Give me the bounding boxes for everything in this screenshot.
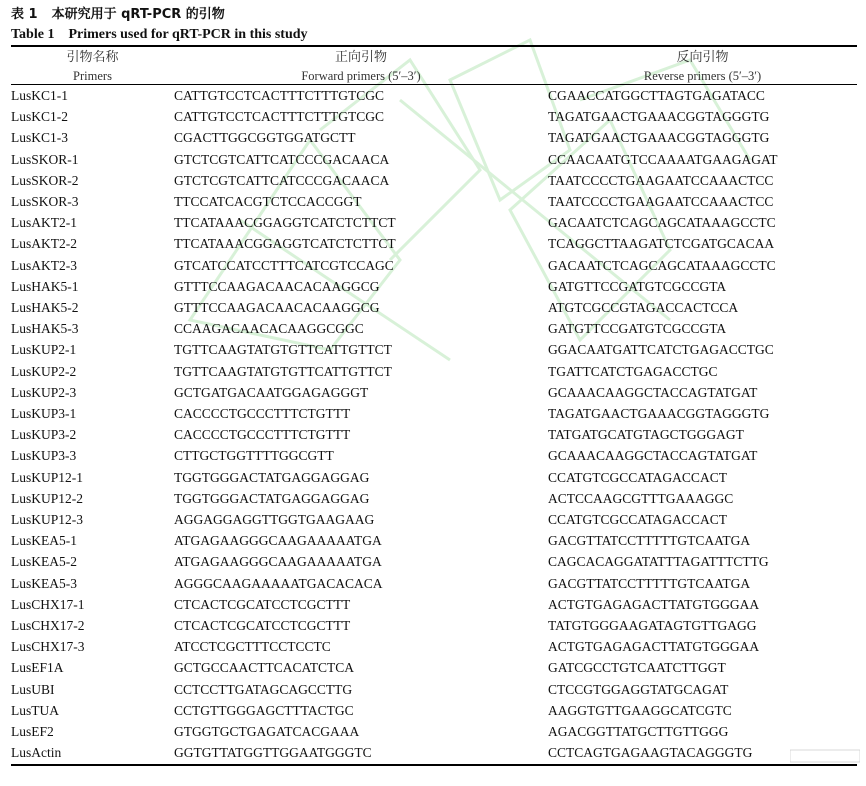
table-row (11, 276, 857, 297)
forward-primer-cell: ATGAGAAGGGCAAGAAAAATGA (174, 533, 382, 549)
forward-primer-cell: TGTTCAAGTATGTGTTCATTGTTCT (174, 342, 392, 358)
forward-primer-cell: CGACTTGGCGGTGGATGCTT (174, 130, 356, 146)
reverse-primer-cell: CAGCACAGGATATTTAGATTTCTTG (548, 554, 769, 570)
header-primers-en: Primers (73, 69, 112, 83)
caption-cn-label: 表 1 (11, 7, 38, 22)
reverse-primer-cell: TCAGGCTTAAGATCTCGATGCACAA (548, 236, 775, 252)
forward-primer-cell: CATTGTCCTCACTTTCTTTGTCGC (174, 109, 384, 125)
reverse-primer-cell: GCAAACAAGGCTACCAGTATGAT (548, 448, 758, 464)
table-row (11, 382, 857, 403)
forward-primer-cell: ATGAGAAGGGCAAGAAAAATGA (174, 554, 382, 570)
primer-name-cell: LusKUP2-3 (11, 384, 77, 400)
primer-name-cell: LusKUP12-2 (11, 490, 84, 506)
table-row (11, 657, 857, 678)
forward-primer-cell: AGGGCAAGAAAAATGACACACA (174, 575, 383, 591)
table-row (11, 551, 857, 572)
primer-name-cell: LusKC1-1 (11, 88, 68, 103)
reverse-primer-cell: TATGTGGGAAGATAGTGTTGAGG (548, 618, 757, 634)
table-row (11, 127, 857, 148)
primer-name-cell: LusAKT2-3 (11, 257, 77, 273)
table-row (11, 191, 857, 212)
reverse-primer-cell: TATGATGCATGTAGCTGGGAGT (548, 427, 744, 443)
table-row (11, 170, 857, 191)
reverse-primer-cell: GACAATCTCAGCAGCATAAAGCCTC (548, 257, 776, 273)
primer-name-cell: LusKC1-2 (11, 109, 68, 125)
reverse-primer-cell: CCATGTCGCCATAGACCACT (548, 512, 727, 528)
forward-primer-cell: TGTTCAAGTATGTGTTCATTGTTCT (174, 363, 392, 379)
reverse-primer-cell: TAGATGAACTGAAACGGTAGGGTG (548, 130, 770, 146)
primer-name-cell: LusKUP12-3 (11, 512, 84, 528)
forward-primer-cell: GTGGTGCTGAGATCACGAAA (174, 724, 360, 740)
primer-name-cell: LusTUA (11, 702, 59, 718)
caption-en (11, 25, 857, 45)
table-row (11, 679, 857, 700)
header-reverse (548, 47, 857, 85)
primer-name-cell: LusKEA5-3 (11, 575, 77, 591)
primer-name-cell: LusKUP2-1 (11, 342, 77, 358)
table-row (11, 700, 857, 721)
primer-name-cell: LusKEA5-1 (11, 533, 77, 549)
forward-primer-cell: GTTTCCAAGACAACACAAGGCG (174, 300, 380, 316)
primer-name-cell: LusKEA5-2 (11, 554, 77, 570)
table-row (11, 615, 857, 636)
bottom-rule (11, 764, 857, 766)
primer-name-cell: LusKUP3-2 (11, 427, 77, 443)
forward-primer-cell: TGGTGGGACTATGAGGAGGAG (174, 469, 370, 485)
table-row (11, 85, 857, 106)
forward-primer-cell: GTCTCGTCATTCATCCCGACAACA (174, 172, 390, 188)
caption-cn (11, 5, 857, 25)
forward-primer-cell: TGGTGGGACTATGAGGAGGAG (174, 490, 370, 506)
table-row (11, 467, 857, 488)
corner-watermark (790, 747, 860, 768)
table-row (11, 297, 857, 318)
table-row (11, 255, 857, 276)
table-row (11, 509, 857, 530)
forward-primer-cell: CTCACTCGCATCCTCGCTTT (174, 596, 351, 612)
header-primers (11, 47, 174, 85)
header-reverse-en: Reverse primers (5′–3′) (643, 69, 762, 83)
forward-primer-cell: AGGAGGAGGTTGGTGAAGAAG (174, 512, 375, 528)
forward-primer-cell: CTCACTCGCATCCTCGCTTT (174, 618, 351, 634)
table-row (11, 594, 857, 615)
reverse-primer-cell: GACGTTATCCTTTTTGTCAATGA (548, 575, 751, 591)
table-row (11, 149, 857, 170)
table-container (11, 5, 857, 766)
forward-primer-cell: TTCATAAACGGAGGTCATCTCTTCT (174, 215, 396, 231)
forward-primer-cell: GTCTCGTCATTCATCCCGACAACA (174, 151, 390, 167)
reverse-primer-cell: TAGATGAACTGAAACGGTAGGGTG (548, 109, 770, 125)
header-row (11, 47, 857, 85)
primer-name-cell: LusAKT2-1 (11, 215, 77, 231)
reverse-primer-cell: AAGGTGTTGAAGGCATCGTC (548, 702, 732, 718)
reverse-primer-cell: CCTCAGTGAGAAGTACAGGGTG (548, 745, 753, 761)
primer-name-cell: LusSKOR-2 (11, 172, 79, 188)
primer-name-cell: LusKUP3-1 (11, 406, 77, 422)
table-row (11, 212, 857, 233)
table-row (11, 106, 857, 127)
reverse-primer-cell: CCATGTCGCCATAGACCACT (548, 469, 727, 485)
corner-watermark-logo (790, 747, 860, 765)
reverse-primer-cell: CCAACAATGTCCAAAATGAAGAGAT (548, 151, 778, 167)
primer-name-cell: LusEF1A (11, 660, 64, 676)
forward-primer-cell: GCTGATGACAATGGAGAGGGT (174, 384, 369, 400)
reverse-primer-cell: GACGTTATCCTTTTTGTCAATGA (548, 533, 751, 549)
primer-name-cell: LusKUP3-3 (11, 448, 77, 464)
forward-primer-cell: CTTGCTGGTTTTGGCGTT (174, 448, 334, 464)
primer-table-body (11, 85, 857, 764)
primer-name-cell: LusHAK5-2 (11, 300, 79, 316)
reverse-primer-cell: ATGTCGCCGTAGACCACTCCA (548, 300, 739, 316)
primer-name-cell: LusActin (11, 745, 62, 761)
table-row (11, 721, 857, 742)
table-row (11, 488, 857, 509)
table-row (11, 636, 857, 657)
header-forward (174, 47, 548, 85)
reverse-primer-cell: GATCGCCTGTCAATCTTGGT (548, 660, 726, 676)
primer-name-cell: LusCHX17-2 (11, 618, 85, 634)
table-row (11, 403, 857, 424)
primer-name-cell: LusEF2 (11, 724, 54, 740)
table-row (11, 530, 857, 551)
primer-name-cell: LusCHX17-1 (11, 596, 85, 612)
header-reverse-cn: 反向引物 (676, 50, 729, 65)
reverse-primer-cell: ACTGTGAGAGACTTATGTGGGAA (548, 639, 760, 655)
table-row (11, 573, 857, 594)
reverse-primer-cell: CGAACCATGGCTTAGTGAGATACC (548, 88, 765, 103)
primer-name-cell: LusHAK5-1 (11, 278, 79, 294)
primer-name-cell: LusKUP2-2 (11, 363, 77, 379)
primer-name-cell: LusAKT2-2 (11, 236, 77, 252)
reverse-primer-cell: GATGTTCCGATGTCGCCGTA (548, 278, 727, 294)
header-primers-cn: 引物名称 (66, 50, 119, 65)
forward-primer-cell: CACCCCTGCCCTTTCTGTTT (174, 406, 351, 422)
table-row (11, 361, 857, 382)
forward-primer-cell: CACCCCTGCCCTTTCTGTTT (174, 427, 351, 443)
forward-primer-cell: GTTTCCAAGACAACACAAGGCG (174, 278, 380, 294)
primer-table (11, 47, 857, 85)
caption-cn-title: 本研究用于 qRT-PCR 的引物 (51, 7, 225, 22)
reverse-primer-cell: TGATTCATCTGAGACCTGC (548, 363, 718, 379)
reverse-primer-cell: ACTGTGAGAGACTTATGTGGGAA (548, 596, 760, 612)
reverse-primer-cell: GACAATCTCAGCAGCATAAAGCCTC (548, 215, 776, 231)
forward-primer-cell: CCTCCTTGATAGCAGCCTTG (174, 681, 353, 697)
table-row (11, 424, 857, 445)
primer-name-cell: LusUBI (11, 681, 55, 697)
forward-primer-cell: GTCATCCATCCTTTCATCGTCCAGC (174, 257, 394, 273)
table-row (11, 445, 857, 466)
forward-primer-cell: GCTGCCAACTTCACATCTCA (174, 660, 355, 676)
forward-primer-cell: TTCATAAACGGAGGTCATCTCTTCT (174, 236, 396, 252)
forward-primer-cell: CATTGTCCTCACTTTCTTTGTCGC (174, 88, 384, 103)
forward-primer-cell: ATCCTCGCTTTCCTCCTC (174, 639, 331, 655)
reverse-primer-cell: GCAAACAAGGCTACCAGTATGAT (548, 384, 758, 400)
reverse-primer-cell: CTCCGTGGAGGTATGCAGAT (548, 681, 729, 697)
primer-name-cell: LusSKOR-3 (11, 194, 79, 210)
table-row (11, 339, 857, 360)
table-row (11, 318, 857, 339)
forward-primer-cell: CCAAGACAACACAAGGCGGC (174, 321, 364, 337)
reverse-primer-cell: GATGTTCCGATGTCGCCGTA (548, 321, 727, 337)
table-row (11, 233, 857, 254)
reverse-primer-cell: ACTCCAAGCGTTTGAAAGGC (548, 490, 734, 506)
reverse-primer-cell: TAATCCCCTGAAGAATCCAAACTCC (548, 194, 774, 210)
reverse-primer-cell: GGACAATGATTCATCTGAGACCTGC (548, 342, 774, 358)
primer-name-cell: LusSKOR-1 (11, 151, 79, 167)
forward-primer-cell: CCTGTTGGGAGCTTTACTGC (174, 702, 354, 718)
reverse-primer-cell: TAGATGAACTGAAACGGTAGGGTG (548, 406, 770, 422)
primer-name-cell: LusHAK5-3 (11, 321, 79, 337)
forward-primer-cell: TTCCATCACGTCTCCACCGGT (174, 194, 362, 210)
primer-name-cell: LusKUP12-1 (11, 469, 84, 485)
header-forward-cn: 正向引物 (334, 50, 387, 65)
reverse-primer-cell: AGACGGTTATGCTTGTTGGG (548, 724, 729, 740)
primer-name-cell: LusKC1-3 (11, 130, 68, 146)
table-row (11, 742, 857, 763)
caption-en-title: Primers used for qRT-PCR in this study (68, 27, 308, 42)
primer-name-cell: LusCHX17-3 (11, 639, 85, 655)
header-forward-en: Forward primers (5′–3′) (301, 69, 421, 83)
reverse-primer-cell: TAATCCCCTGAAGAATCCAAACTCC (548, 172, 774, 188)
caption-en-label: Table 1 (11, 27, 55, 42)
forward-primer-cell: GGTGTTATGGTTGGAATGGGTC (174, 745, 372, 761)
